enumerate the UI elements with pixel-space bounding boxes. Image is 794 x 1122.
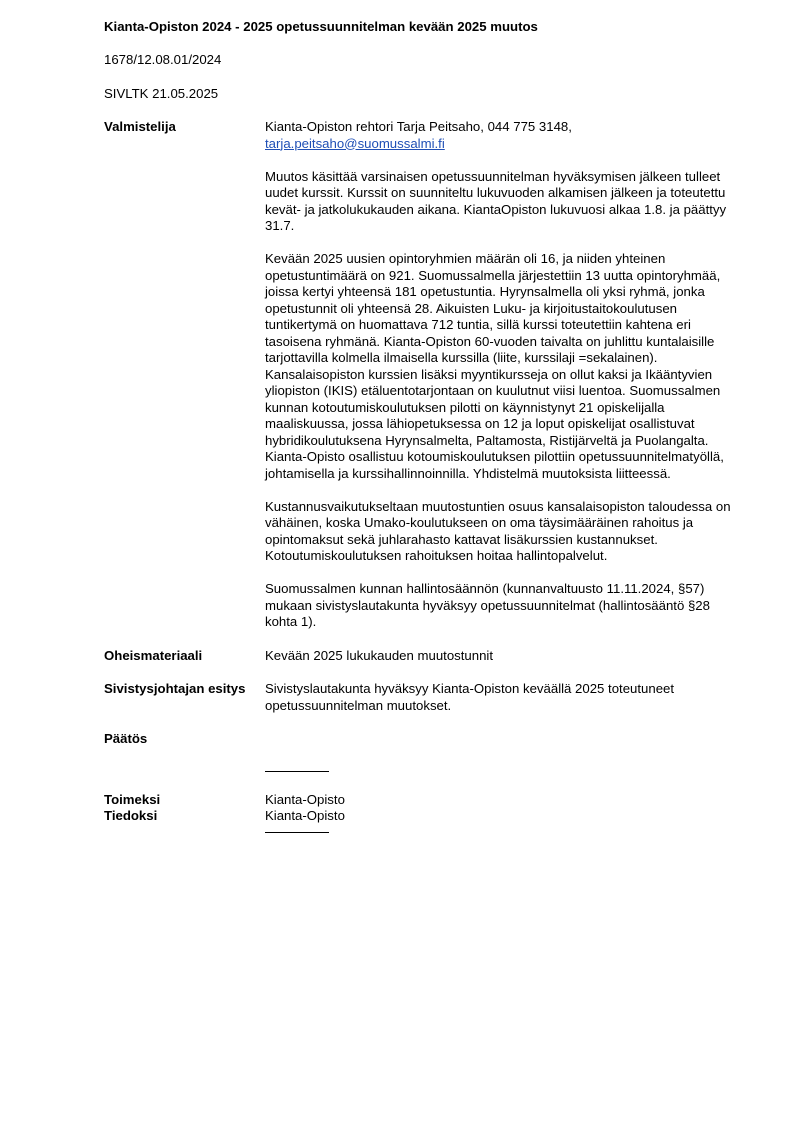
attachment-label: Oheismateriaali bbox=[104, 647, 203, 663]
preparer-email-link[interactable]: tarja.peitsaho@suomussalmi.fi bbox=[265, 135, 445, 151]
decision-divider bbox=[265, 771, 329, 772]
notice-label: Tiedoksi bbox=[104, 808, 158, 823]
assignment-text: Kianta-Opisto bbox=[265, 791, 345, 807]
preparer-content bbox=[265, 119, 740, 631]
notice-text: Kianta-Opisto bbox=[265, 808, 345, 823]
preparer-paragraph-1: Muutos käsittää varsinaisen opetussuunnitelman hyväksymisen jälkeen tulleet uudet kurssit. Kurssit on suunniteltu lukuvuoden alkamisen jälkeen ja toteutettu kevät- ja jatkolukukauden aikana. KiantaOpiston lukuvuosi alkaa 1.8. ja päättyy 31.7. bbox=[265, 168, 727, 233]
decision-text bbox=[265, 731, 740, 748]
assignment-label: Toimeksi bbox=[104, 791, 161, 807]
section-attachment bbox=[104, 648, 744, 665]
section-notice bbox=[104, 808, 744, 825]
preparer-paragraph-4: Suomussalmen kunnan hallintosäännön (kunnanvaltuusto 11.11.2024, §57) mukaan sivistyslautakunta hyväksyy opetussuunnitelmat (hallintosääntö §28 kohta 1). bbox=[265, 581, 710, 629]
preparer-paragraph-3: Kustannusvaikutukseltaan muutostuntien osuus kansalaisopiston taloudessa on vähäinen, koska Umako-koulutukseen on oma täysimääräinen rahoitus ja opintomaksut sekä juhlarahasto kattavat lisäkurssien kustannukset. Kotoutumiskoulutuksen rahoituksen hoitaa hallintopalvelut. bbox=[265, 498, 731, 563]
document-title: Kianta-Opiston 2024 - 2025 opetussuunnitelman kevään 2025 muutos bbox=[104, 19, 538, 34]
notice-rule-row bbox=[104, 832, 744, 833]
preparer-contact: Kianta-Opiston rehtori Tarja Peitsaho, 044 775 3148, bbox=[265, 119, 572, 134]
section-decision bbox=[104, 731, 744, 748]
document-page bbox=[104, 18, 744, 833]
reference-number: 1678/12.08.01/2024 bbox=[104, 52, 222, 67]
proposal-text: Sivistyslautakunta hyväksyy Kianta-Opiston keväällä 2025 toteutuneet opetussuunnitelman muutokset. bbox=[265, 681, 675, 713]
section-proposal bbox=[104, 681, 744, 714]
decision-rule-row bbox=[104, 771, 744, 772]
notice-divider bbox=[265, 832, 329, 833]
preparer-paragraph-2: Kevään 2025 uusien opintoryhmien määrän oli 16, ja niiden yhteinen opetustuntimäärä on 921. Suomussalmella järjestettiin 13 uutta opintoryhmää, joissa kertyi yhteensä 181 opetustuntia. Hyrynsalmella oli yksi ryhmä, jonka opetustunnit oli yhteensä 28. Aikuisten Luku- ja kirjoitustaitokoulutusen tuntikertymä on huomattava 712 tuntia, sillä kurssi toteutettiin kahtena eri tasoisena ryhmänä. Kianta-Opiston 60-vuoden taivalta on juhlittu kuntalaisille tarjottavilla kolmella ilmaisella kurssilla (liite, kurssilaji =sekalainen). Kansalaisopiston kurssien lisäksi myyntikursseja on ollut kaksi ja Ikääntyvien yliopiston (IKIS) etäluentotarjontaan on kuulutnut viisi luentoa. Suomussalmen kunnan kotoutumiskoulutuksen pilotti on käynnistynyt 21 opiskelijalla maaliskuussa, jossa lähiopetuksessa on 12 ja loput opiskelijat osallistuvat hybridikoulutuksena Hyrynsalmelta, Paltamosta, Ristijärveltä ja Puolangalta. Kianta-Opisto osallistuu kotoumiskoulutuksen pilottiin opetussuunnitelmatyöllä, johtamisella ja kurssihallinnoinnilla. Yhdistelmä muutoksista liitteessä. bbox=[265, 251, 724, 481]
decision-label: Päätös bbox=[104, 731, 148, 746]
section-assignment bbox=[104, 792, 744, 809]
section-preparer bbox=[104, 119, 744, 631]
preparer-label: Valmistelija bbox=[104, 119, 176, 134]
meeting-info: SIVLTK 21.05.2025 bbox=[104, 85, 219, 101]
proposal-label: Sivistysjohtajan esitys bbox=[104, 681, 246, 696]
attachment-text: Kevään 2025 lukukauden muutostunnit bbox=[265, 647, 494, 663]
